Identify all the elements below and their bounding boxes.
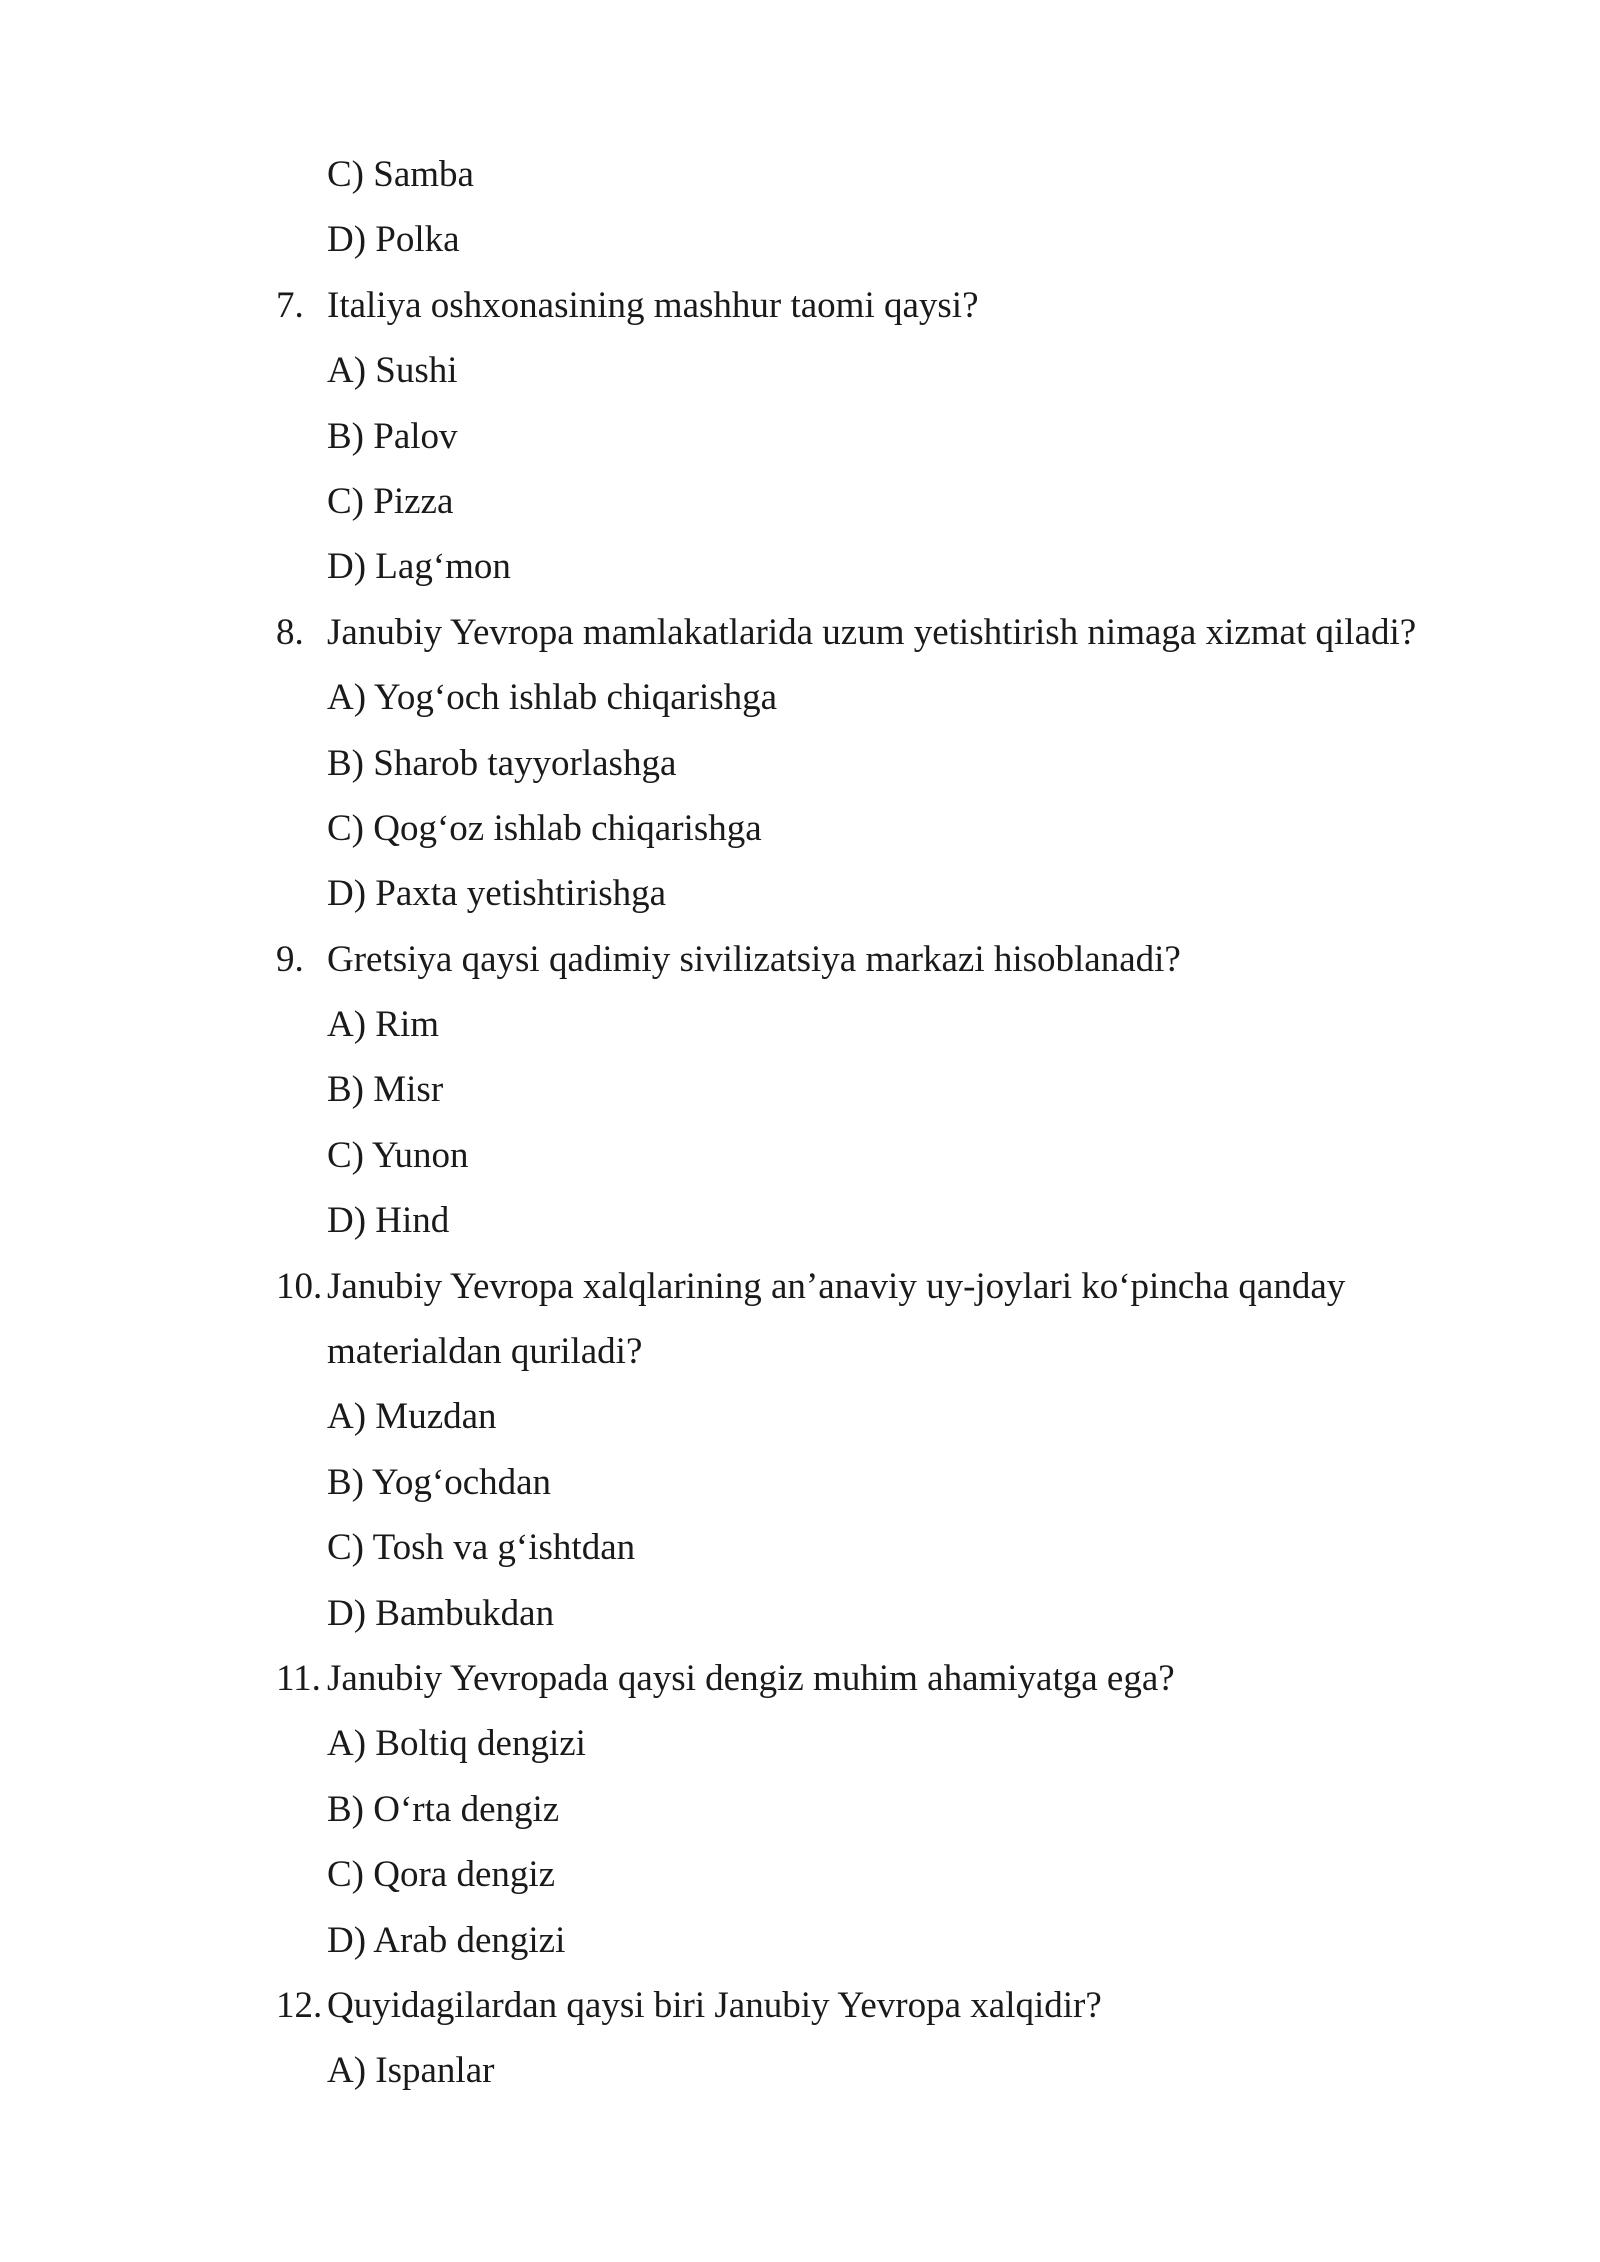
answer-option <box>0 1060 1600 1125</box>
option-text: B) Misr <box>327 1069 444 1111</box>
question-line <box>0 1257 1600 1322</box>
answer-option <box>0 537 1600 602</box>
question-text: Quyidagilardan qaysi biri Janubiy Yevropa xalqidir? <box>327 1984 1102 2026</box>
question-line <box>0 276 1600 341</box>
option-text: D) Polka <box>327 219 460 261</box>
option-text: A) Ispanlar <box>327 2050 495 2092</box>
answer-option <box>0 668 1600 733</box>
answer-option <box>0 734 1600 799</box>
question-text: Italiya oshxonasining mashhur taomi qaysi? <box>327 284 979 326</box>
answer-option <box>0 864 1600 929</box>
answer-option <box>0 1911 1600 1976</box>
option-text: C) Yunon <box>327 1134 469 1176</box>
answer-option <box>0 1714 1600 1779</box>
answer-option <box>0 1584 1600 1649</box>
option-text: C) Qog‘oz ishlab chiqarishga <box>327 807 762 849</box>
option-text: D) Bambukdan <box>327 1592 555 1634</box>
option-text: C) Pizza <box>327 480 454 522</box>
option-text: A) Muzdan <box>327 1396 497 1438</box>
answer-option <box>0 210 1600 275</box>
answer-option <box>0 407 1600 472</box>
question-line <box>0 1976 1600 2041</box>
question-number: 10. <box>276 1265 323 1307</box>
option-text: C) Qora dengiz <box>327 1854 556 1896</box>
option-text: D) Paxta yetishtirishga <box>327 873 667 915</box>
question-line-continued <box>0 1322 1600 1387</box>
question-number: 7. <box>276 284 304 326</box>
option-text: B) O‘rta dengiz <box>327 1788 560 1830</box>
question-text: Janubiy Yevropa mamlakatlarida uzum yetishtirish nimaga xizmat qiladi? <box>327 611 1417 653</box>
answer-option <box>0 341 1600 406</box>
question-text: Gretsiya qaysi qadimiy sivilizatsiya markazi hisoblanadi? <box>327 938 1181 980</box>
answer-option <box>0 1126 1600 1191</box>
option-text: B) Palov <box>327 415 458 457</box>
question-number: 9. <box>276 938 304 980</box>
question-number: 11. <box>276 1657 321 1699</box>
option-text: B) Sharob tayyorlashga <box>327 742 677 784</box>
question-line <box>0 1649 1600 1714</box>
question-number: 8. <box>276 611 304 653</box>
answer-option <box>0 145 1600 210</box>
question-text: materialdan quriladi? <box>327 1331 643 1373</box>
answer-option <box>0 1191 1600 1256</box>
option-text: C) Tosh va g‘ishtdan <box>327 1527 636 1569</box>
option-text: D) Hind <box>327 1200 450 1242</box>
quiz-content <box>0 145 1600 2107</box>
question-line <box>0 930 1600 995</box>
answer-option <box>0 1453 1600 1518</box>
option-text: A) Rim <box>327 1004 440 1046</box>
option-text: A) Sushi <box>327 350 458 392</box>
option-text: A) Yog‘och ishlab chiqarishga <box>327 677 778 719</box>
answer-option <box>0 799 1600 864</box>
question-number: 12. <box>276 1984 323 2026</box>
answer-option <box>0 1845 1600 1910</box>
option-text: C) Samba <box>327 154 474 195</box>
answer-option <box>0 1518 1600 1583</box>
question-text: Janubiy Yevropada qaysi dengiz muhim ahamiyatga ega? <box>327 1657 1175 1699</box>
answer-option <box>0 1780 1600 1845</box>
question-line <box>0 603 1600 668</box>
option-text: A) Boltiq dengizi <box>327 1723 586 1765</box>
answer-option <box>0 2041 1600 2106</box>
option-text: D) Arab dengizi <box>327 1919 566 1961</box>
question-text: Janubiy Yevropa xalqlarining an’anaviy uy-joylari ko‘pincha qanday <box>327 1265 1346 1307</box>
option-text: D) Lag‘mon <box>327 546 511 588</box>
answer-option <box>0 995 1600 1060</box>
answer-option <box>0 1387 1600 1452</box>
answer-option <box>0 472 1600 537</box>
option-text: B) Yog‘ochdan <box>327 1461 552 1503</box>
